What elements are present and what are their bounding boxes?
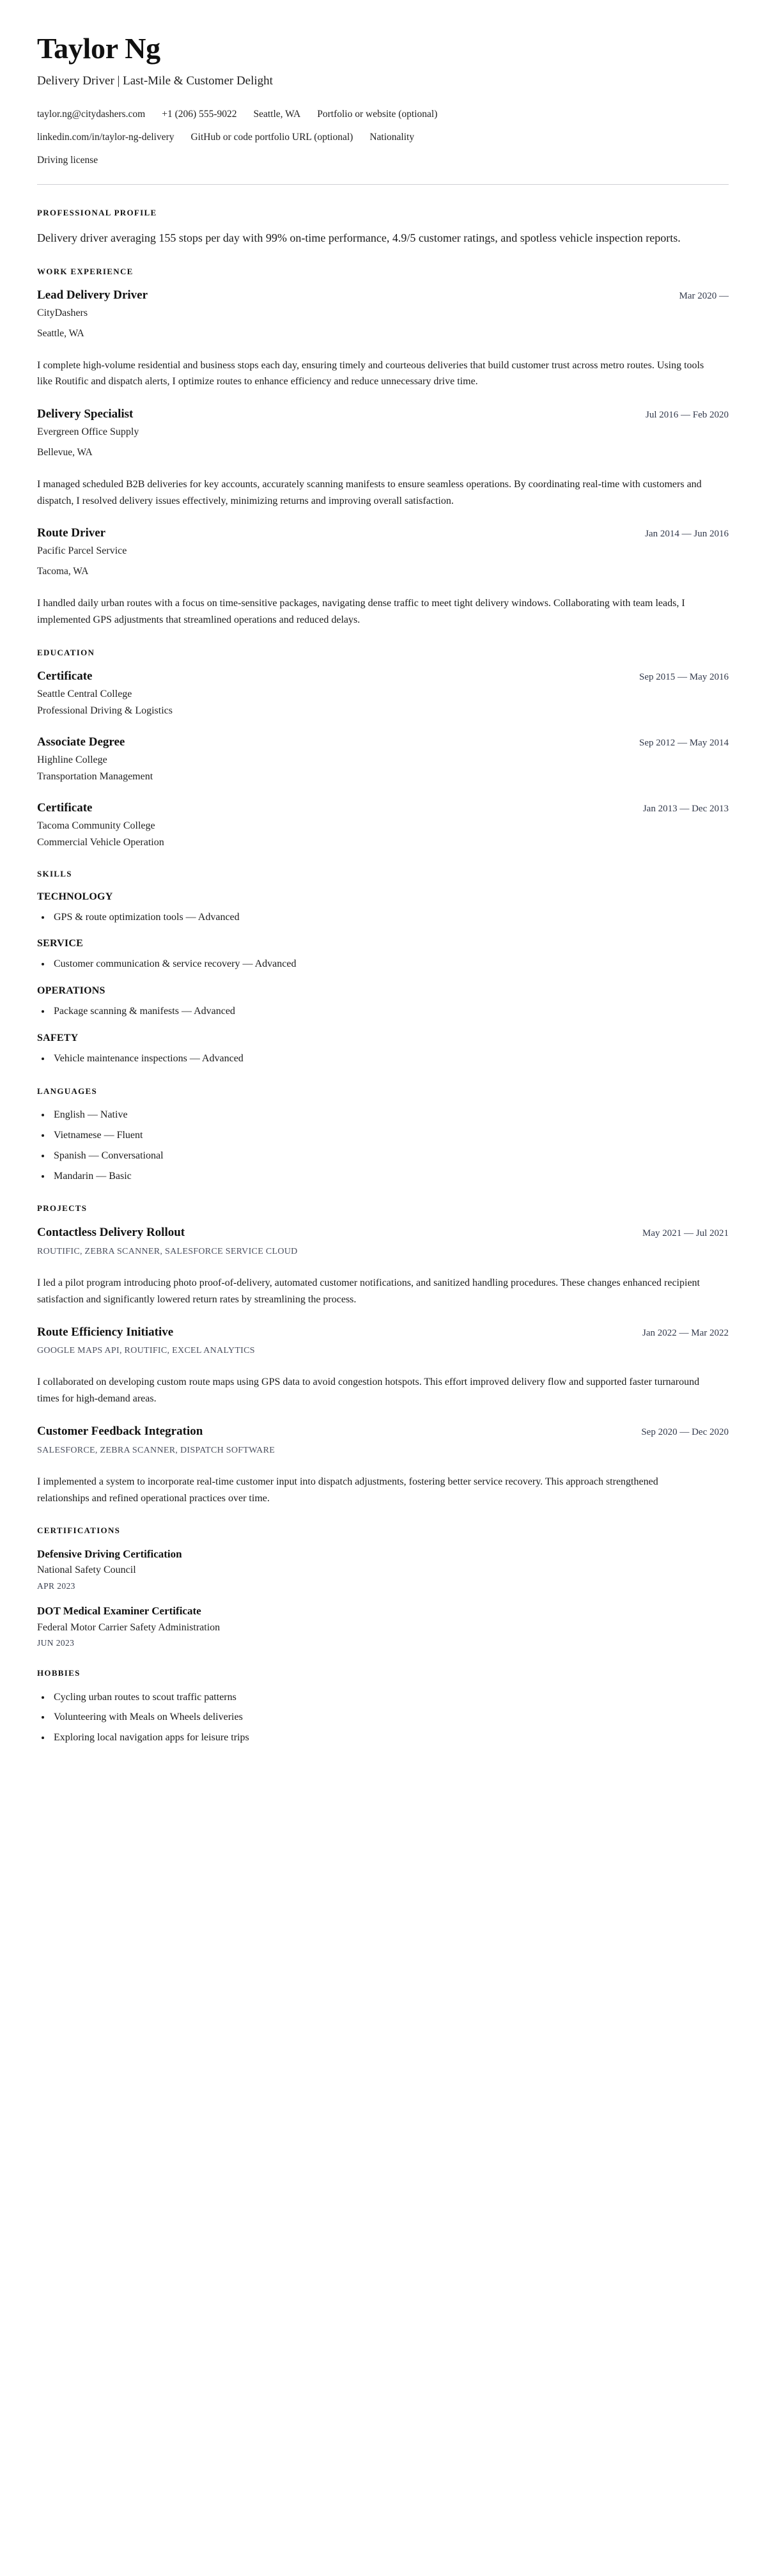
work-entry-list (37, 288, 729, 628)
section-certifications (37, 1526, 729, 1648)
job-description: I handled daily urban routes with a focus on time-sensitive packages, navigating dense traffic to meet tight delivery windows. Collaborating with team leads, I implemented GPS adjustments that streamlined operations and reduced delays. (37, 597, 685, 625)
education-entry (37, 669, 729, 718)
skill-group (37, 937, 729, 972)
section-title-skills: SKILLS (37, 868, 72, 878)
job-location: Seattle, WA (37, 327, 84, 339)
skill-group (37, 985, 729, 1020)
project-date-range: May 2021 — Jul 2021 (642, 1228, 729, 1239)
education-entry (37, 735, 729, 784)
degree-date-range: Sep 2015 — May 2016 (639, 672, 729, 683)
contact-item[interactable]: Seattle, WA (253, 109, 301, 120)
project-entry-head (37, 1424, 729, 1439)
project-entry-head (37, 1225, 729, 1240)
skill-item-list (37, 910, 729, 926)
work-entry-head (37, 526, 729, 541)
language-item: Spanish — Conversational (37, 1148, 729, 1164)
candidate-name: Taylor Ng (37, 32, 160, 65)
header-divider (37, 184, 729, 185)
job-date-range: Jul 2016 — Feb 2020 (645, 410, 729, 421)
section-projects (37, 1203, 729, 1506)
job-location: Bellevue, WA (37, 446, 93, 458)
certification-issuer: National Safety Council (37, 1565, 136, 1576)
contact-item[interactable]: taylor.ng@citydashers.com (37, 109, 146, 120)
project-date-range: Jan 2022 — Mar 2022 (642, 1327, 729, 1338)
work-entry-head (37, 407, 729, 422)
degree-date-range: Sep 2012 — May 2014 (639, 738, 729, 749)
job-description: I managed scheduled B2B deliveries for key accounts, accurately scanning manifests to ensure seamless operations. By coordinating real-time with customers and dispatch, I resolved delivery issues effectively, minimizing returns and improving overall satisfaction. (37, 478, 702, 506)
section-title-professional-profile: PROFESSIONAL PROFILE (37, 208, 157, 218)
hobby-item: Volunteering with Meals on Wheels deliveries (37, 1710, 729, 1726)
job-location: Tacoma, WA (37, 565, 89, 577)
section-professional-profile (37, 208, 729, 247)
job-title: Delivery Specialist (37, 407, 134, 421)
skill-item: GPS & route optimization tools — Advanced (37, 910, 729, 926)
degree-title: Associate Degree (37, 735, 125, 749)
project-tech-stack: ROUTIFIC, ZEBRA SCANNER, SALESFORCE SERVICE CLOUD (37, 1246, 298, 1256)
education-entry-head (37, 735, 729, 750)
language-item: Mandarin — Basic (37, 1169, 729, 1185)
section-education (37, 648, 729, 850)
skill-item: Package scanning & manifests — Advanced (37, 1004, 729, 1020)
project-title: Customer Feedback Integration (37, 1424, 203, 1438)
contact-row (37, 108, 729, 121)
job-company: Evergreen Office Supply (37, 426, 139, 438)
contact-item[interactable]: linkedin.com/in/taylor-ng-delivery (37, 132, 174, 143)
job-company: Pacific Parcel Service (37, 545, 127, 557)
education-entry-head (37, 800, 729, 816)
skill-item: Customer communication & service recovery — Advanced (37, 956, 729, 972)
certification-date: JUN 2023 (37, 1638, 75, 1648)
profile-summary: Delivery driver averaging 155 stops per day with 99% on-time performance, 4.9/5 customer ratings, and spotless vehicle inspection reports. (37, 231, 681, 244)
job-company: CityDashers (37, 308, 88, 319)
certification-list (37, 1547, 729, 1649)
school-name: Highline College (37, 754, 107, 765)
skill-group-title: SERVICE (37, 938, 83, 949)
work-entry (37, 407, 729, 509)
project-description: I implemented a system to incorporate real-time customer input into dispatch adjustments, fostering better service recovery. This approach strengthened relationships and refined operational practices over time. (37, 1476, 658, 1504)
job-date-range: Jan 2014 — Jun 2016 (645, 529, 729, 540)
school-name: Tacoma Community College (37, 820, 155, 831)
contact-item[interactable]: Portfolio or website (optional) (317, 109, 438, 120)
contact-item[interactable]: Nationality (369, 132, 415, 143)
hobby-list (37, 1690, 729, 1746)
field-of-study: Commercial Vehicle Operation (37, 837, 164, 848)
contact-row (37, 131, 729, 144)
education-entry-head (37, 669, 729, 684)
project-description: I led a pilot program introducing photo proof-of-delivery, automated customer notifications, and sanitized handling procedures. These changes enhanced recipient satisfaction and significantly lowered return rates by streamlining the process. (37, 1277, 700, 1305)
project-tech-stack: GOOGLE MAPS API, ROUTIFIC, EXCEL ANALYTICS (37, 1346, 255, 1356)
section-title-certifications: CERTIFICATIONS (37, 1526, 121, 1536)
candidate-headline: Delivery Driver | Last-Mile & Customer Delight (37, 74, 273, 88)
skill-item-list (37, 1004, 729, 1020)
project-title: Contactless Delivery Rollout (37, 1226, 185, 1240)
section-title-education: EDUCATION (37, 647, 95, 657)
school-name: Seattle Central College (37, 688, 132, 699)
project-description: I collaborated on developing custom route maps using GPS data to avoid congestion hotspots. This effort improved delivery flow and supported faster turnaround times for high-demand areas. (37, 1377, 700, 1405)
skill-item-list (37, 956, 729, 972)
resume-header (37, 33, 729, 168)
section-title-projects: PROJECTS (37, 1203, 88, 1214)
degree-title: Certificate (37, 669, 93, 683)
skill-group-title: OPERATIONS (37, 985, 105, 997)
skill-group (37, 1032, 729, 1067)
section-title-languages: LANGUAGES (37, 1086, 98, 1096)
degree-date-range: Jan 2013 — Dec 2013 (642, 803, 729, 814)
job-description: I complete high-volume residential and business stops each day, ensuring timely and courteous deliveries that build customer trust across metro routes. Using tools like Routific and dispatch alerts, I optimize routes to enhance efficiency and reduce unnecessary drive time. (37, 359, 704, 387)
section-hobbies (37, 1668, 729, 1746)
hobby-item: Cycling urban routes to scout traffic patterns (37, 1690, 729, 1706)
skill-group-list (37, 891, 729, 1067)
contact-block (37, 108, 729, 168)
education-entry (37, 800, 729, 850)
project-entry-head (37, 1325, 729, 1340)
skill-group-title: TECHNOLOGY (37, 891, 113, 902)
skill-item-list (37, 1051, 729, 1067)
language-item: Vietnamese — Fluent (37, 1128, 729, 1144)
certification-entry (37, 1604, 729, 1648)
work-entry (37, 288, 729, 390)
project-title: Route Efficiency Initiative (37, 1325, 174, 1339)
project-entry (37, 1325, 729, 1407)
project-entry-list (37, 1225, 729, 1506)
work-entry (37, 526, 729, 628)
skill-group-title: SAFETY (37, 1032, 79, 1043)
field-of-study: Transportation Management (37, 771, 153, 783)
section-languages (37, 1086, 729, 1185)
project-date-range: Sep 2020 — Dec 2020 (641, 1426, 729, 1437)
job-date-range: Mar 2020 — (679, 291, 729, 302)
contact-row (37, 154, 729, 168)
skill-item: Vehicle maintenance inspections — Advanced (37, 1051, 729, 1067)
certification-entry (37, 1547, 729, 1591)
hobby-item: Exploring local navigation apps for leisure trips (37, 1730, 729, 1746)
section-title-work-experience: WORK EXPERIENCE (37, 266, 134, 276)
language-list (37, 1107, 729, 1184)
field-of-study: Professional Driving & Logistics (37, 705, 173, 717)
project-entry (37, 1225, 729, 1308)
section-skills (37, 869, 729, 1067)
job-title: Route Driver (37, 526, 106, 540)
education-entry-list (37, 669, 729, 850)
degree-title: Certificate (37, 800, 93, 815)
contact-item[interactable]: +1 (206) 555-9022 (162, 109, 237, 120)
section-title-hobbies: HOBBIES (37, 1667, 81, 1678)
certification-name: DOT Medical Examiner Certificate (37, 1605, 201, 1618)
skill-group (37, 891, 729, 926)
work-entry-head (37, 288, 729, 303)
job-title: Lead Delivery Driver (37, 288, 148, 302)
certification-name: Defensive Driving Certification (37, 1548, 182, 1561)
project-entry (37, 1424, 729, 1506)
project-tech-stack: SALESFORCE, ZEBRA SCANNER, DISPATCH SOFTWARE (37, 1445, 275, 1455)
section-work-experience (37, 267, 729, 628)
certification-issuer: Federal Motor Carrier Safety Administration (37, 1621, 221, 1633)
language-item: English — Native (37, 1107, 729, 1123)
certification-date: APR 2023 (37, 1581, 75, 1591)
contact-item[interactable]: GitHub or code portfolio URL (optional) (190, 132, 353, 143)
contact-item[interactable]: Driving license (37, 155, 98, 166)
